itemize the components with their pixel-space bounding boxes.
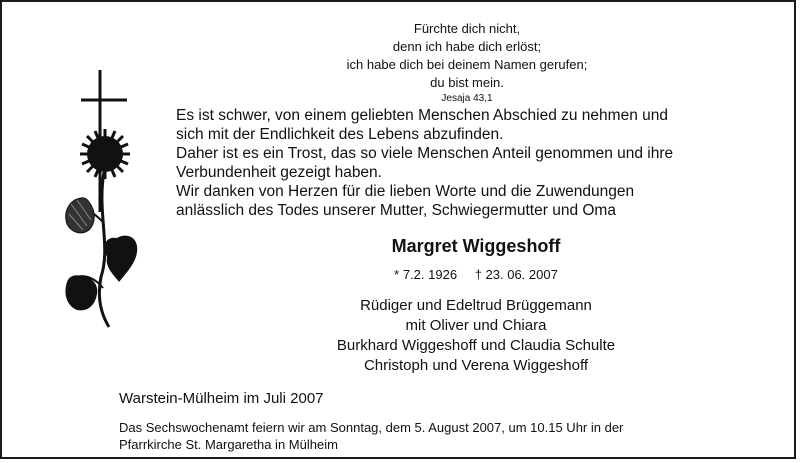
verse-line: ich habe dich bei deinem Namen gerufen;	[346, 57, 588, 72]
text-line: anlässlich des Todes unserer Mutter, Schwiegermutter und Oma	[176, 202, 616, 219]
cross-flower-emblem	[57, 62, 152, 342]
thank-you-text	[176, 106, 776, 220]
family-line: Christoph und Verena Wiggeshoff	[363, 357, 589, 374]
verse-reference: Jesaja 43,1	[441, 93, 493, 104]
bible-verse	[272, 20, 662, 106]
heart-leaf-icon	[105, 236, 138, 282]
place-and-date: Warstein-Mülheim im Juli 2007	[119, 390, 324, 407]
family-line: Rüdiger und Edeltrud Brüggemann	[360, 297, 592, 314]
birth-date: * 7.2. 1926	[394, 267, 458, 282]
family-line: mit Oliver und Chiara	[405, 317, 547, 334]
life-dates	[176, 267, 776, 282]
sunflower-icon	[80, 129, 130, 179]
text-line: Verbundenheit gezeigt haben.	[176, 164, 382, 181]
deceased-name: Margret Wiggeshoff	[391, 236, 561, 256]
verse-line: du bist mein.	[430, 75, 504, 90]
text-line: sich mit der Endlichkeit des Lebens abzufinden.	[176, 126, 504, 143]
verse-line: denn ich habe dich erlöst;	[392, 39, 542, 54]
heart-leaf-icon	[65, 275, 97, 310]
text-line: Es ist schwer, von einem geliebten Menschen Abschied zu nehmen und	[176, 107, 668, 124]
verse-line: Fürchte dich nicht,	[413, 21, 521, 36]
death-date: † 23. 06. 2007	[474, 267, 558, 282]
notice-line: Das Sechswochenamt feiern wir am Sonntag, dem 5. August 2007, um 10.15 Uhr in der	[119, 420, 624, 435]
notice-line: Pfarrkirche St. Margaretha in Mülheim	[119, 437, 338, 452]
family-line: Burkhard Wiggeshoff und Claudia Schulte	[336, 337, 616, 354]
mass-notice	[119, 419, 779, 453]
text-line: Wir danken von Herzen für die lieben Worte und die Zuwendungen	[176, 183, 635, 200]
family-members	[176, 296, 776, 376]
text-line: Daher ist es ein Trost, das so viele Menschen Anteil genommen und ihre	[176, 145, 674, 162]
